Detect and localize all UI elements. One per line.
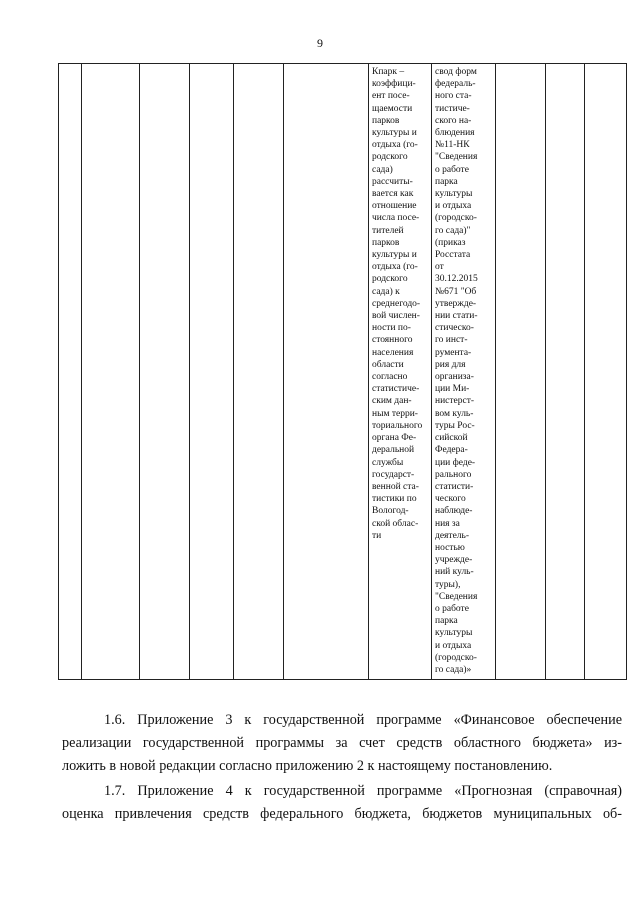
table-cell: [284, 64, 369, 680]
table-cell: [546, 64, 585, 680]
paragraph-1-6: [62, 709, 622, 778]
data-source-cell: [432, 64, 496, 680]
table-row: [59, 64, 627, 680]
paragraph-line: реализации государственной программы за счет средств областного бюджета» из-: [62, 735, 622, 751]
table-cell: [82, 64, 140, 680]
paragraph-line: 1.6. Приложение 3 к государственной программе «Финансовое обеспечение: [104, 712, 622, 728]
table-cell: [496, 64, 546, 680]
paragraph-line: ложить в новой редакции согласно приложению 2 к настоящему постановлению.: [62, 758, 553, 774]
table-cell: [234, 64, 284, 680]
table-cell: [585, 64, 627, 680]
table-cell: [59, 64, 82, 680]
table-cell: [190, 64, 234, 680]
data-source-text: свод форм федераль- ного ста- тистиче- ского на- блюдения №11-НК "Сведения о работе парка культуры и отдыха (городско- го сада)" (приказ Росстата от 30.12.2015 №671 "Об утвержде- нии стати- стическо- го инст- румента- рия для организа- ции Ми- нистерст- вом куль- туры Рос- сийской Федера- ции феде- рального статисти- ческого наблюде- ния за деятель- ностью учрежде- ний куль- туры), "Сведения о работе парка культуры и отдыха (городско- го сада)»: [435, 67, 478, 675]
paragraph-line: 1.7. Приложение 4 к государственной программе «Прогнозная (справочная): [104, 783, 622, 799]
table-cell: [140, 64, 190, 680]
indicators-table: [58, 63, 627, 680]
page-number: 9: [317, 36, 323, 50]
paragraph-1-7: [62, 780, 622, 826]
indicator-formula-text: Кпарк – коэффици- ент посе- щаемости парков культуры и отдыха (го- родского сада) рассчиты- вается как отношение числа посе- тителей парков культуры и отдыха (го- родского сада) к среднегодо- вой числен- ности по- стоянного населения области согласно статистиче- ским дан- ным терри- ториального органа Фе- деральной службы государст- венной ста- тистики по Вологод- ской облас- ти: [372, 67, 423, 541]
indicator-formula-cell: [369, 64, 432, 680]
paragraph-line: оценка привлечения средств федерального бюджета, бюджетов муниципальных об-: [62, 806, 622, 822]
